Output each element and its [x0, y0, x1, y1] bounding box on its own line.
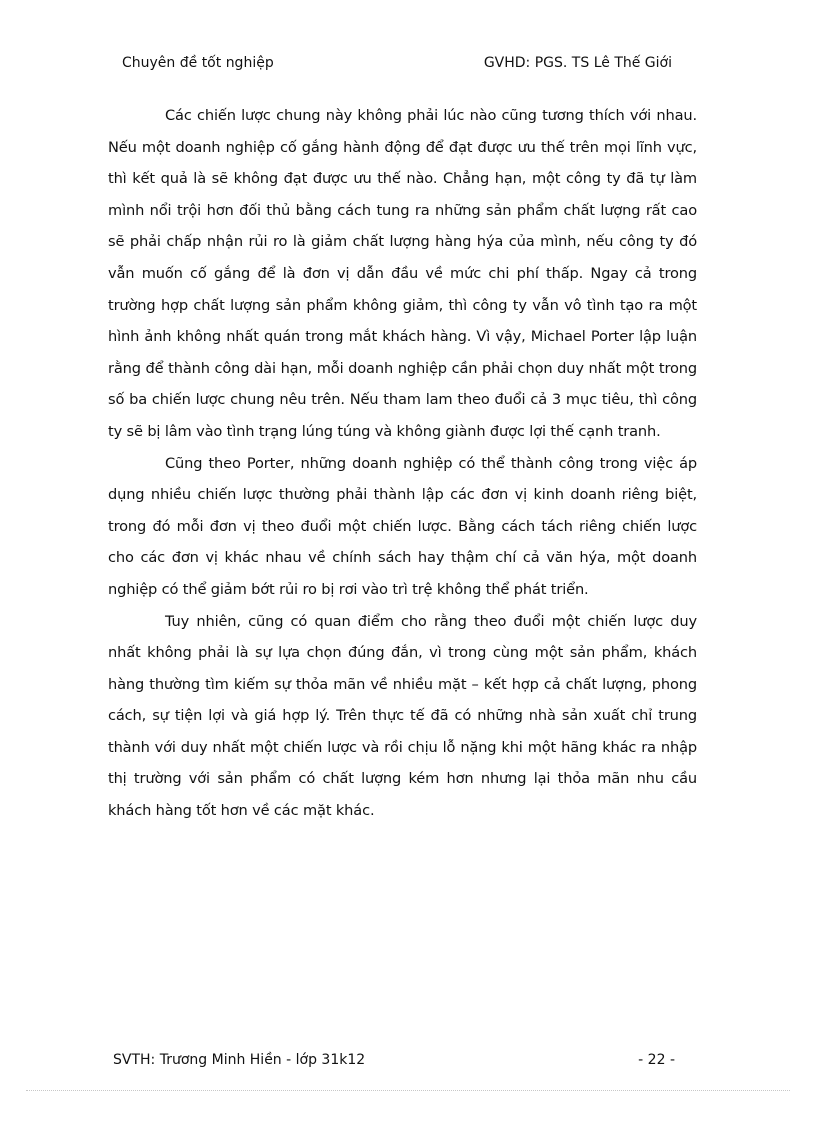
header-advisor: GVHD: PGS. TS Lê Thế Giới: [483, 55, 672, 71]
page-header: [122, 52, 672, 74]
page-number: - 22 -: [638, 1052, 675, 1068]
header-title: Chuyên đề tốt nghiệp: [122, 55, 274, 71]
paragraph: Cũng theo Porter, những doanh nghiệp có thể thành công trong việc áp dụng nhiều chiến lược thường phải thành lập các đơn vị kinh doanh riêng biệt, trong đó mỗi đơn vị theo đuổi một chiến lược. Bằng cách tách riêng chiến lược cho các đơn vị khác nhau về chính sách hay thậm chí cả văn hýa, một doanh nghiệp có thể giảm bớt rủi ro bị rơi vào trì trệ không thể phát triển.: [108, 454, 697, 598]
bottom-divider: [26, 1090, 790, 1091]
paragraph: Tuy nhiên, cũng có quan điểm cho rằng theo đuổi một chiến lược duy nhất không phải là sự lựa chọn đúng đắn, vì trong cùng một sản phẩm, khách hàng thường tìm kiếm sự thỏa mãn về nhiều mặt – kết hợp cả chất lượng, phong cách, sự tiện lợi và giá hợp lý. Trên thực tế đã có những nhà sản xuất chỉ trung thành với duy nhất một chiến lược và rồi chịu lỗ nặng khi một hãng khác ra nhập thị trường với sản phẩm có chất lượng kém hơn nhưng lại thỏa mãn nhu cầu khách hàng tốt hơn về các mặt khác.: [108, 612, 697, 820]
paragraph: Các chiến lược chung này không phải lúc nào cũng tương thích với nhau. Nếu một doanh nghiệp cố gắng hành động để đạt được ưu thế trên mọi lĩnh vực, thì kết quả là sẽ không đạt được ưu thế nào. Chẳng hạn, một công ty đã tự làm mình nổi trội hơn đối thủ bằng cách tung ra những sản phẩm chất lượng rất cao sẽ phải chấp nhận rủi ro là giảm chất lượng hàng hýa của mình, nếu công ty đó vẫn muốn cố gắng để là đơn vị dẫn đầu về mức chi phí thấp. Ngay cả trong trường hợp chất lượng sản phẩm không giảm, thì công ty vẫn vô tình tạo ra một hình ảnh không nhất quán trong mắt khách hàng. Vì vậy, Michael Porter lập luận rằng để thành công dài hạn, mỗi doanh nghiệp cần phải chọn duy nhất một trong số ba chiến lược chung nêu trên. Nếu tham lam theo đuổi cả 3 mục tiêu, thì công ty sẽ bị lâm vào tình trạng lúng túng và không giành được lợi thế cạnh tranh.: [108, 107, 697, 440]
body-text: [108, 100, 697, 827]
page-footer: [113, 1049, 675, 1071]
footer-author: SVTH: Trương Minh Hiền - lớp 31k12: [113, 1052, 366, 1068]
